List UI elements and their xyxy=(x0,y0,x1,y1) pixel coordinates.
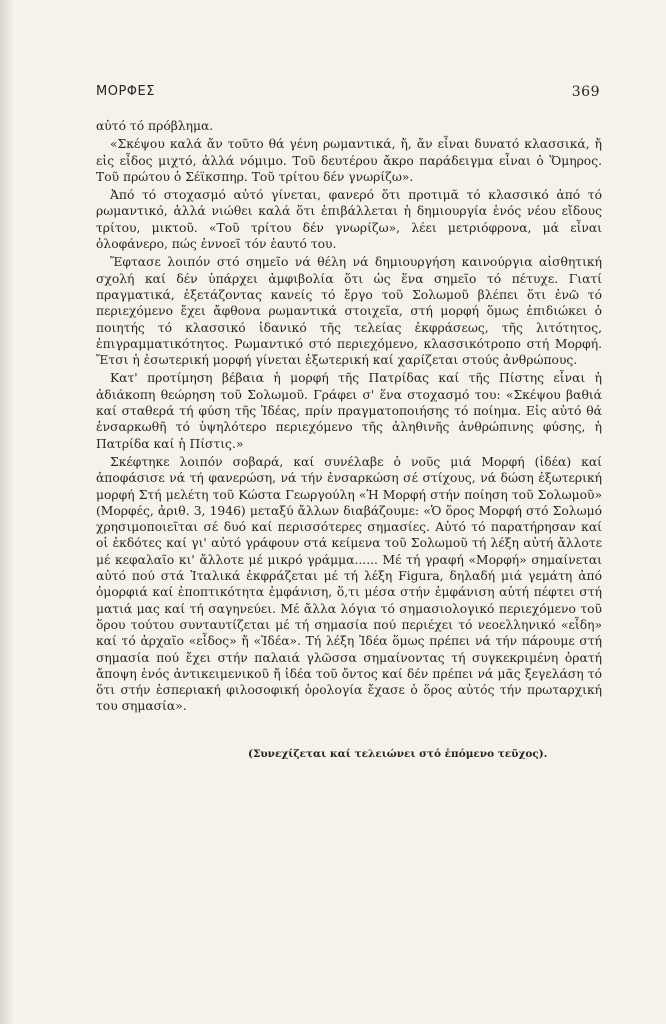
page-number: 369 xyxy=(571,84,600,100)
binding-shadow xyxy=(0,0,14,1024)
paragraph-5: Κατ' προτίμηση βέβαια ἡ μορφή τῆς Πατρίδας καί τῆς Πίστης εἶναι ἡ ἀδιάκοπη θεώρηση τοῦ Σολωμοῦ. Γράφει σ' ἕνα στοχασμό του: «Σκέψου βαθιά καί σταθερά τή φύση τῆς Ἰδέας, πρίν πραγματοποιήσης τό ποίημα. Εἰς αὐτό θά ἐνσαρκωθῆ τό ὑψηλότερο περιεχόμενο τῆς ἀληθινῆς ἀνθρώπινης φύσης, ἡ Πατρίδα καί ἡ Πίστις.» xyxy=(96,371,602,451)
body-text xyxy=(96,118,602,717)
continuation-note: (Συνεχίζεται καί τελειώνει στό ἑπόμενο τεῦχος). xyxy=(248,748,548,760)
running-title: ΜΟΡΦΕΣ xyxy=(96,84,155,99)
paragraph-2-quote: «Σκέψου καλά ἄν τοῦτο θά γένη ρωμαντικά, ἤ, ἄν εἶναι δυνατό κλασσικά, ἤ εἰς εἶδος μιχτό, ἀλλά νόμιμο. Τοῦ δευτέρου ἄκρο παράδειγμα εἶναι ὁ Ὅμηρος. Τοῦ πρώτου ὁ Σέϊκσπηρ. Τοῦ τρίτου δέν γνωρίζω». xyxy=(96,137,602,184)
paragraph-4: Ἔφτασε λοιπόν στό σημεῖο νά θέλη νά δημιουργήση καινούργια αἰσθητική σχολή καί δέν ὑπάρχει ἀμφιβολία ὅτι ὡς ἕνα σημεῖο τό πέτυχε. Γιατί πραγματικά, ἐξετάζοντας κανείς τό ἔργο τοῦ Σολωμοῦ βλέπει ὅτι ἐνῶ τό περιεχόμενο ἔχει ἄφθονα ρωμαντικά στοιχεῖα, στή μορφή ὅμως ἐπιδιώκει ὁ ποιητής τό κλασσικό ἰδανικό τῆς τελείας ἐκφράσεως, τῆς λιτότητος, ἐπιγραμματικότητος. Ρωμαντικό στό περιεχόμενο, κλασσικότροπο στή Μορφή. Ἔτσι ἡ ἐσωτερική μορφή γίνεται ἐξωτερική καί χαρίζεται στούς ἀνθρώπους. xyxy=(96,255,602,368)
paragraph-1: αὐτό τό πρόβλημα. xyxy=(96,119,214,133)
running-header xyxy=(96,84,600,104)
paragraph-6: Σκέφτηκε λοιπόν σοβαρά, καί συνέλαβε ὁ νοῦς μιά Μορφή (ἰδέα) καί ἀποφάσισε νά τή φανερώση, νά τήν ἐνσαρκώση σέ στίχους, νά δώση ἐξωτερική μορφή Στή μελέτη τοῦ Κώστα Γεωργούλη «Ἡ Μορφή στήν ποίηση τοῦ Σολωμοῦ» (Μορφές, ἀριθ. 3, 1946) μεταξύ ἄλλων διαβάζουμε: «Ὁ ὅρος Μορφή στό Σολωμό χρησιμοποιεῖται σέ δυό καί περισσότερες σημασίες. Αὐτό τό παρατήρησαν καί οἱ ἐκδότες καί γι' αὐτό γράφουν στά κείμενα τοῦ Σολωμοῦ τή λέξη αὐτή ἄλλοτε μέ κεφαλαῖο κι' ἄλλοτε μέ μικρό γράμμα...... Μέ τή γραφή «Μορφή» σημαίνεται αὐτό πού στά Ἰταλικά ἐκφράζεται μέ τή λέξη Figura, δηλαδή μιά γεμάτη ἀπό ὀμορφιά καί ἐποπτικότητα ἐμφάνιση, ὅ,τι μέσα στήν ἐμφάνιση αὐτή πέφτει στή ματιά μας καί τή σαγηνεύει. Μέ ἄλλα λόγια τό σημασιολογικό περιεχόμενο τοῦ ὅρου τούτου συνταυτίζεται μέ τή σημασία πού περιέχει τό νεοελληνικό «εἶδη» καί τό ἀρχαῖο «εἶδος» ἤ «Ἰδέα». Τή λέξη Ἰδέα ὅμως πρέπει νά τήν πάρουμε στή σημασία πού ἔχει στήν παλαιά γλῶσσα σημαίνοντας τή συγκεκριμένη ὁρατή ἄποψη ἑνός ἀντικειμενικοῦ ἤ ἰδέα τοῦ ὄντος καί δέν πρέπει νά μᾶς ξεγελάση τό ὅτι στήν ἑσπεριακή φιλοσοφική ὁρολογία ἔχασε ὁ ὅρος αὐτός τήν πρωταρχική του σημασία». xyxy=(96,454,602,714)
paragraph-3: Ἀπό τό στοχασμό αὐτό γίνεται, φανερό ὅτι προτιμᾶ τό κλασσικό ἀπό τό ρωμαντικό, ἀλλά νιώθει καλά ὅτι ἐπιβάλλεται ἡ δημιουργία ἑνός νέου εἴδους τρίτου, μικτοῦ. «Τοῦ τρίτου δέν γνωρίζω», λέει μετριόφρονα, μά εἶναι ὁλοφάνερο, πώς ἐννοεῖ τόν ἑαυτό του. xyxy=(96,188,602,252)
